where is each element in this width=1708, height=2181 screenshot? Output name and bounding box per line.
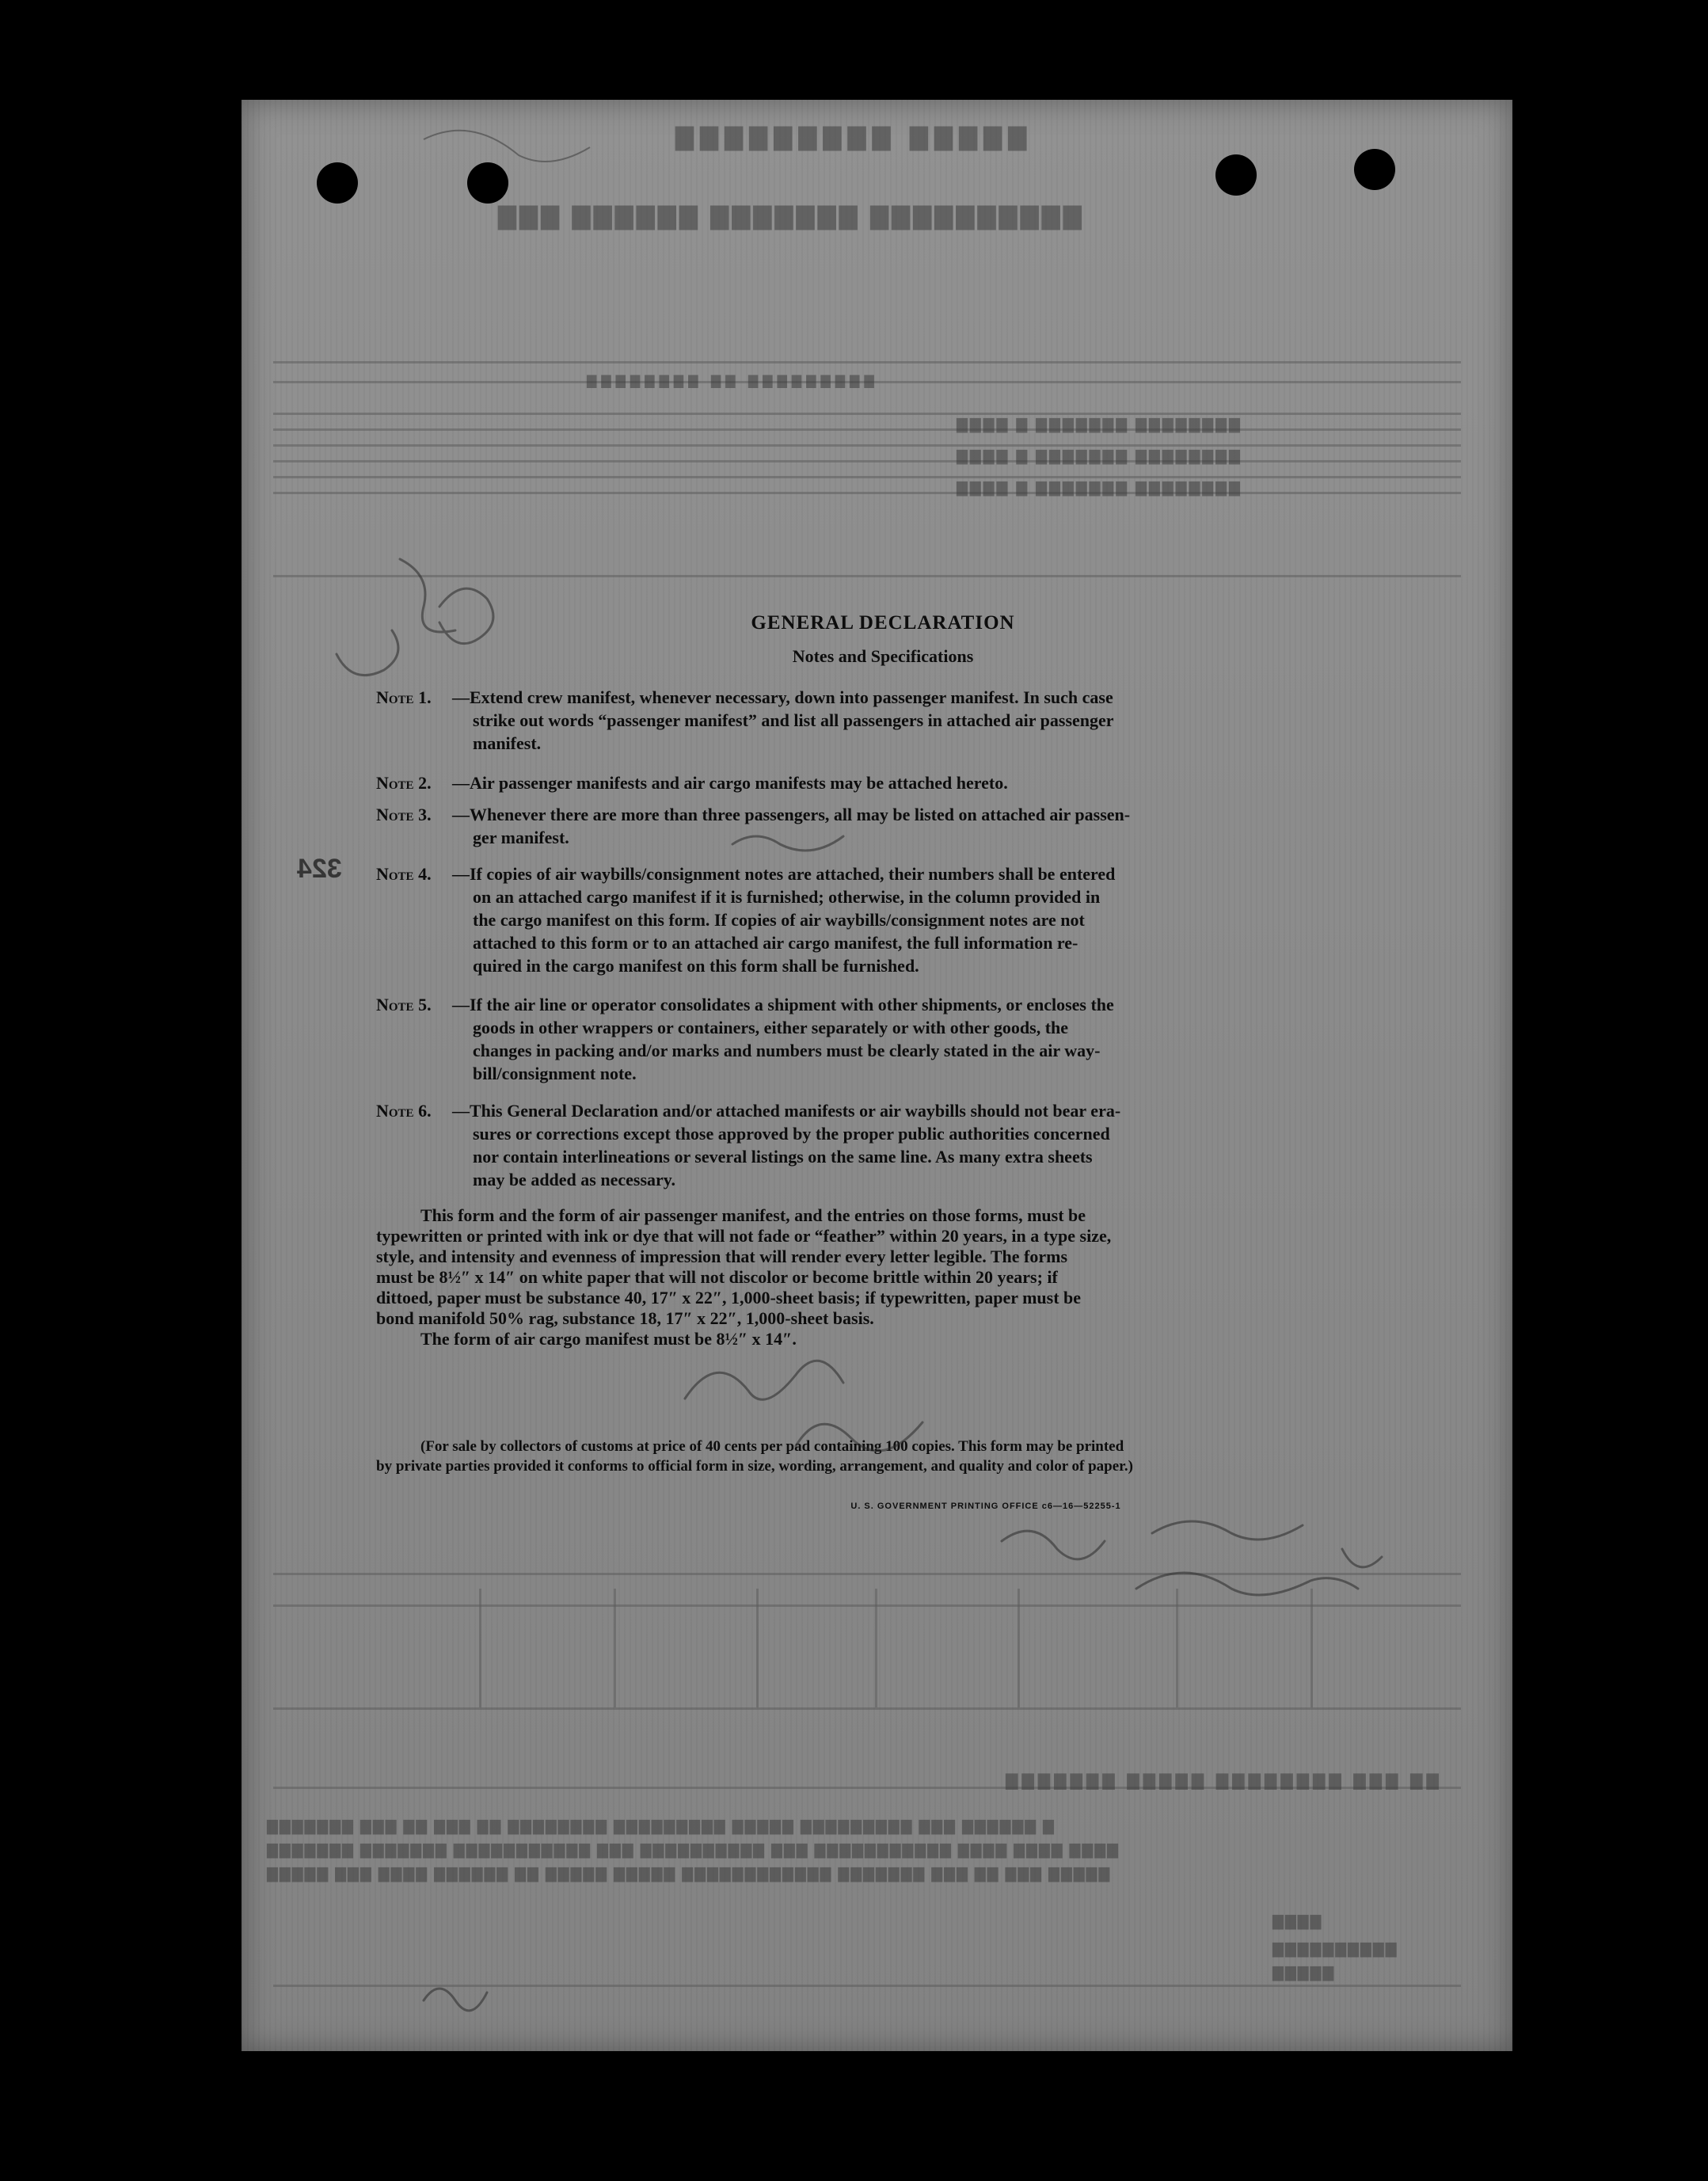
handwritten-annotations: [242, 100, 1512, 2051]
note-line: ger manifest.: [473, 828, 569, 847]
paragraph-line: This form and the form of air passenger manifest, and the entries on those forms, must be: [420, 1205, 1086, 1225]
document-sheet: ▇▇▇▇▇ ▇▇▇▇▇▇▇▇▇ ▇▇▇▇▇▇▇▇▇▇ ▇▇▇▇▇▇▇ ▇▇▇▇▇▇ ▇▇▇ ▇▇▇▇▇▇▇▇▇ ▇▇ ▇▇▇▇▇▇▇▇ ▇▇▇▇▇▇▇▇ ▇▇▇▇▇▇▇ ▇ ▇▇▇▇ ▇▇▇▇▇▇▇▇ ▇▇▇▇▇▇▇ ▇ ▇▇▇▇ ▇▇▇▇▇▇▇▇ ▇▇▇▇▇▇▇ ▇ ▇▇▇▇ ▇▇ ▇▇▇ ▇▇▇▇▇▇▇▇ ▇▇▇▇▇ ▇▇▇▇▇▇▇ ▇ ▇▇▇▇▇▇ ▇▇▇ ▇▇▇▇▇▇▇▇▇ ▇▇▇▇▇ ▇▇▇▇▇▇▇▇▇ ▇▇▇▇▇▇▇▇ ▇▇ ▇▇▇ ▇▇ ▇▇▇ ▇▇▇▇▇▇▇ ▇▇▇▇ ▇▇▇▇ ▇▇▇▇ ▇▇▇▇▇▇▇▇▇▇▇ ▇▇▇ ▇▇▇▇▇▇▇▇▇▇ ▇▇▇ ▇▇▇▇▇▇▇▇▇▇▇ ▇▇▇▇▇▇▇ ▇▇▇▇▇▇▇ ▇▇▇▇▇ ▇▇▇ ▇▇ ▇▇▇ ▇▇▇▇▇▇▇ ▇▇▇▇▇▇▇▇▇▇▇▇ ▇▇▇▇▇ ▇▇▇▇▇ ▇▇ ▇▇▇▇▇▇ ▇▇▇▇ ▇▇▇ ▇▇▇▇▇ ▇▇▇▇ ▇▇▇▇▇▇▇▇▇▇ ▇▇▇▇▇ GENERAL DECLARATION Notes and Specifications Note 1. —Extend crew manifest, whenever necessary, down into passenger manifest. In such case strike out words “passenger manifest” and list all passengers in attached air passenger manifest. Note 2. —Air passenger manifests and air cargo manifests may be attached hereto. Note 3. —Whenever there are more than three passengers, all may be listed on attached air passen- ger manifest. Note 4. —If copies of air waybills/consignment notes are attached, their numbers shall be entered on an attached cargo manifest if it is furnished; otherwise, in the column provided in the cargo manifest on this form. If copies of air waybills/consignment notes are not attached to this form or to an attached air cargo manifest, the full information re- quired in the cargo manifest on this form shall be furnished. Note 5. —If the air line or operator consolidates a shipment with other shipments, or encloses the goods in other wrappers or containers, either separately or with other goods, the changes in packing and/or marks and numbers must be clearly stated in the air way- bill/consignment note. Note 6. —This General Declaration and/or attached manifests or air waybills should not bear era- sures or corrections except those approved by the proper public authorities concerned nor contain interlineations or several listings on the same line. As many extra sheets may be added as necessary. This form and the form of air passenger manifest, and the entries on those forms, must be typewritten or printed with ink or dye that will not fade or “feather” within 20 years, in a type size, style, and intensity and evenness of impression that will render every letter legible. The forms must be 8½″ x 14″ on white paper that will not discolor or become brittle within 20 years; if dittoed, paper must be substance 40, 17″ x 22″, 1,000-sheet basis; if typewritten, paper must be bond manifold 50% rag, substance 18, 17″ x 22″, 1,000-sheet basis. The form of air cargo manifest must be 8½″ x 14″. (For sale by collectors of customs at price of 40 cents per pad containing 100 copies. This form may be printed by private parties provided it conforms to official form in size, wording, arrangement, and quality and color of paper.) U. S. GOVERNMENT PRINTING OFFICE c6—16—52255-1 324: [242, 100, 1512, 2051]
cargo-manifest-size-line: The form of air cargo manifest must be 8½″ x 14″.: [420, 1329, 797, 1349]
note-line: attached to this form or to an attached air cargo manifest, the full information re-: [473, 933, 1078, 953]
note-line: the cargo manifest on this form. If copies of air waybills/consignment notes are not: [473, 910, 1085, 930]
note-line: —If copies of air waybills/consignment notes are attached, their numbers shall be entered: [452, 864, 1116, 884]
note-line: manifest.: [473, 733, 542, 753]
note-line: changes in packing and/or marks and numbers must be clearly stated in the air way-: [473, 1041, 1101, 1060]
paragraph-line: bond manifold 50% rag, substance 18, 17″ x 22″, 1,000-sheet basis.: [376, 1308, 874, 1328]
note-line: goods in other wrappers or containers, either separately or with other goods, the: [473, 1018, 1069, 1037]
note-label: Note 3.: [376, 805, 432, 824]
note-label: Note 1.: [376, 687, 432, 707]
note-line: —If the air line or operator consolidates a shipment with other shipments, or encloses the: [452, 995, 1114, 1014]
sale-line: by private parties provided it conforms to official form in size, wording, arrangement, and quality and color of paper.): [376, 1458, 1133, 1475]
note-label: Note 2.: [376, 773, 432, 793]
note-line: —This General Declaration and/or attached manifests or air waybills should not bear era-: [452, 1101, 1121, 1121]
printing-office-line: U. S. GOVERNMENT PRINTING OFFICE c6—16—52255-1: [850, 1502, 1121, 1511]
paragraph-line: style, and intensity and evenness of impression that will render every letter legible. The forms: [376, 1247, 1068, 1266]
paragraph-line: must be 8½″ x 14″ on white paper that will not discolor or become brittle within 20 years; if: [376, 1267, 1058, 1287]
note-line: may be added as necessary.: [473, 1170, 676, 1189]
paragraph-line: typewritten or printed with ink or dye that will not fade or “feather” within 20 years, in a type size,: [376, 1226, 1112, 1246]
paragraph-line: dittoed, paper must be substance 40, 17″ x 22″, 1,000-sheet basis; if typewritten, paper must be: [376, 1288, 1082, 1307]
note-line: nor contain interlineations or several listings on the same line. As many extra sheets: [473, 1147, 1093, 1167]
note-line: —Extend crew manifest, whenever necessary, down into passenger manifest. In such case: [452, 687, 1113, 707]
note-line: bill/consignment note.: [473, 1064, 637, 1083]
stamp-number: 324: [297, 854, 342, 884]
sale-line: (For sale by collectors of customs at price of 40 cents per pad containing 100 copies. This form may be printed: [420, 1438, 1124, 1455]
note-line: —Whenever there are more than three passengers, all may be listed on attached air passen-: [452, 805, 1131, 824]
note-label: Note 4.: [376, 864, 432, 884]
note-label: Note 6.: [376, 1101, 432, 1121]
declaration-title: GENERAL DECLARATION: [751, 612, 1015, 634]
note-label: Note 5.: [376, 995, 432, 1014]
declaration-subtitle: Notes and Specifications: [792, 646, 974, 666]
note-line: quired in the cargo manifest on this form shall be furnished.: [473, 956, 919, 976]
note-line: sures or corrections except those approved by the proper public authorities concerned: [473, 1124, 1110, 1144]
note-line: strike out words “passenger manifest” and list all passengers in attached air passenger: [473, 710, 1114, 730]
note-line: on an attached cargo manifest if it is furnished; otherwise, in the column provided in: [473, 887, 1101, 907]
note-line: —Air passenger manifests and air cargo manifests may be attached hereto.: [452, 773, 1008, 793]
